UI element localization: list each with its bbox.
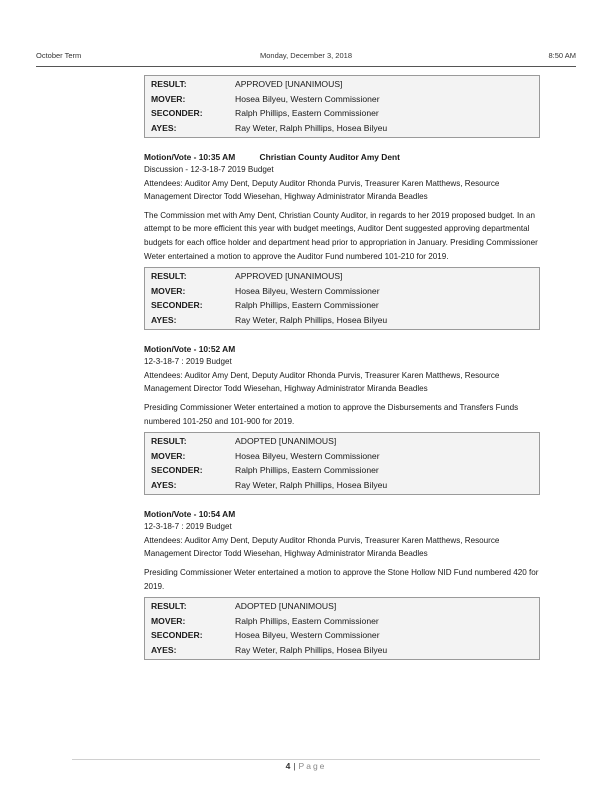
motion-heading	[144, 508, 540, 520]
header-time: 8:50 AM	[548, 51, 576, 60]
motion-body: The Commission met with Amy Dent, Christian County Auditor, in regards to her 2019 proposed budget. In an attempt to be more efficient this year with budget meetings, Auditor Dent suggested approving departmental budgets for each office holder and department head prior to appropriation in January. Presiding Commissioner Weter entertained a motion to approve the Auditor Fund numbered 101-210 for 2019.	[144, 210, 538, 261]
page-header	[36, 51, 576, 64]
motion-topic: 12-3-18-7 : 2019 Budget	[144, 522, 232, 532]
result-label: RESULT:	[151, 271, 187, 282]
result-value: ADOPTED [UNANIMOUS]	[235, 436, 337, 447]
motion-time: Motion/Vote - 10:52 AM	[144, 344, 236, 355]
seconder-label: SECONDER:	[151, 300, 203, 311]
ayes-value: Ray Weter, Ralph Phillips, Hosea Bilyeu	[235, 479, 388, 490]
motion-heading	[144, 151, 540, 163]
motion-body: Presiding Commissioner Weter entertained a motion to approve the Stone Hollow NID Fund numbered 420 for 2019.	[144, 567, 539, 591]
seconder-label: SECONDER:	[151, 630, 203, 641]
seconder-value: Ralph Phillips, Eastern Commissioner	[235, 108, 379, 118]
ayes-label: AYES:	[151, 122, 177, 133]
mover-value: Hosea Bilyeu, Western Commissioner	[235, 450, 380, 461]
ayes-label: AYES:	[151, 644, 177, 655]
ayes-value: Ray Weter, Ralph Phillips, Hosea Bilyeu	[235, 644, 388, 655]
seconder-label: SECONDER:	[151, 465, 203, 476]
page-word: Page	[298, 761, 327, 771]
mover-value: Hosea Bilyeu, Western Commissioner	[235, 93, 380, 104]
motion-attendees: Attendees: Auditor Amy Dent, Deputy Auditor Rhonda Purvis, Treasurer Karen Matthews, Resource Management Director Todd Wiesehan, Highway Administrator Miranda Beadles	[144, 178, 500, 202]
motion-attendees: Attendees: Auditor Amy Dent, Deputy Auditor Rhonda Purvis, Treasurer Karen Matthews, Resource Management Director Todd Wiesehan, Highway Administrator Miranda Beadles	[144, 535, 500, 559]
ayes-label: AYES:	[151, 479, 177, 490]
motion-time: Motion/Vote - 10:35 AM	[144, 152, 236, 162]
ayes-value: Ray Weter, Ralph Phillips, Hosea Bilyeu	[235, 314, 388, 325]
motion-time: Motion/Vote - 10:54 AM	[144, 509, 236, 520]
seconder-value: Ralph Phillips, Eastern Commissioner	[235, 300, 379, 311]
motion-body: Presiding Commissioner Weter entertained a motion to approve the Disbursements and Transfers Funds numbered 101-250 and 101-900 for 2019.	[144, 402, 519, 426]
mover-value: Ralph Phillips, Eastern Commissioner	[235, 615, 379, 626]
motion-heading	[144, 343, 540, 355]
seconder-value: Hosea Bilyeu, Western Commissioner	[235, 630, 380, 641]
result-label: RESULT:	[151, 79, 187, 89]
ayes-value: Ray Weter, Ralph Phillips, Hosea Bilyeu	[235, 122, 388, 133]
vote-result-box	[144, 267, 540, 330]
motion-title: Christian County Auditor Amy Dent	[259, 152, 400, 162]
page-footer	[0, 761, 612, 771]
footer-separator: |	[293, 761, 296, 771]
vote-result-box	[144, 75, 540, 138]
result-value: APPROVED [UNANIMOUS]	[235, 271, 343, 282]
seconder-label: SECONDER:	[151, 108, 203, 118]
vote-result-box	[144, 432, 540, 495]
result-value: APPROVED [UNANIMOUS]	[235, 79, 343, 89]
mover-label: MOVER:	[151, 450, 186, 461]
mover-label: MOVER:	[151, 93, 186, 104]
mover-label: MOVER:	[151, 285, 186, 296]
minutes-content	[144, 75, 540, 660]
mover-value: Hosea Bilyeu, Western Commissioner	[235, 285, 380, 296]
header-divider	[36, 66, 576, 67]
motion-attendees: Attendees: Auditor Amy Dent, Deputy Auditor Rhonda Purvis, Treasurer Karen Matthews, Resource Management Director Todd Wiesehan, Highway Administrator Miranda Beadles	[144, 370, 500, 394]
seconder-value: Ralph Phillips, Eastern Commissioner	[235, 465, 379, 476]
ayes-label: AYES:	[151, 314, 177, 325]
header-term: October Term	[36, 51, 82, 60]
footer-divider	[72, 759, 540, 760]
vote-result-box	[144, 597, 540, 660]
header-date: Monday, December 3, 2018	[260, 51, 352, 60]
motion-topic: 12-3-18-7 : 2019 Budget	[144, 357, 232, 367]
result-label: RESULT:	[151, 601, 187, 612]
result-value: ADOPTED [UNANIMOUS]	[235, 601, 337, 612]
result-label: RESULT:	[151, 436, 187, 447]
mover-label: MOVER:	[151, 615, 186, 626]
page-number: 4	[285, 761, 291, 771]
motion-topic: Discussion - 12-3-18-7 2019 Budget	[144, 165, 274, 174]
